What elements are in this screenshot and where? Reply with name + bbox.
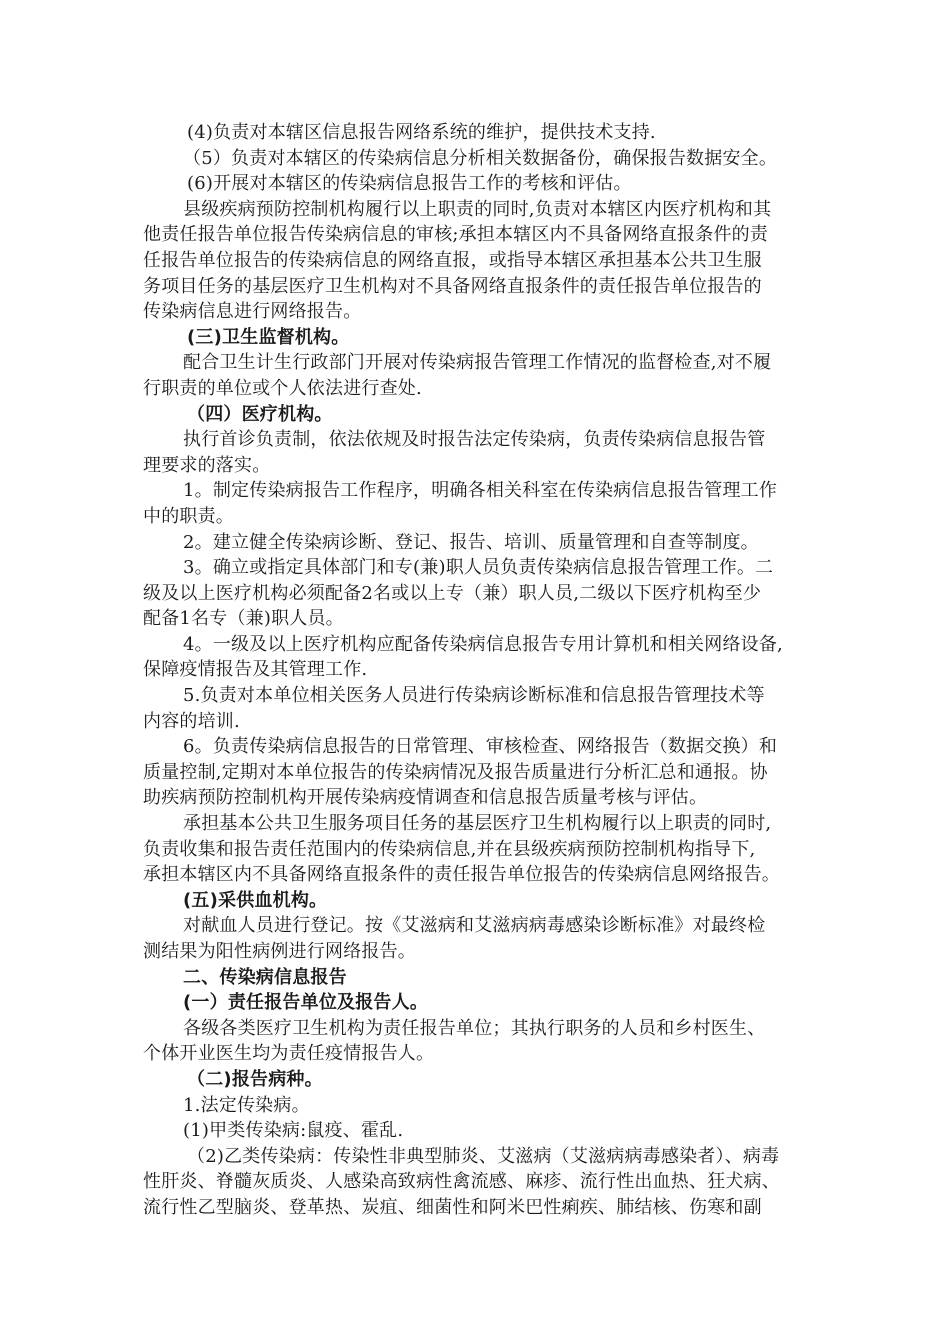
paragraph-line: (6)开展对本辖区的传染病信息报告工作的考核和评估。 (187, 173, 632, 195)
paragraph-line: 务项目任务的基层医疗卫生机构对不具备网络直报条件的责任报告单位报告的 (143, 275, 762, 297)
paragraph-line: 级及以上医疗机构必须配备2名或以上专（兼）职人员,二级以下医疗机构至少 (143, 582, 762, 604)
paragraph-line: 各级各类医疗卫生机构为责任报告单位；其执行职务的人员和乡村医生、 (183, 1017, 766, 1039)
paragraph-line: 他责任报告单位报告传染病信息的审核;承担本辖区内不具备网络直报条件的责 (143, 224, 769, 246)
paragraph-line: 保障疫情报告及其管理工作. (143, 659, 368, 681)
paragraph-line: 承担本辖区内不具备网络直报条件的责任报告单位报告的传染病信息网络报告。 (143, 864, 780, 886)
paragraph-line: 3。确立或指定具体部门和专(兼)职人员负责传染病信息报告管理工作。二 (183, 557, 774, 579)
paragraph-line: 1。制定传染病报告工作程序，明确各相关科室在传染病信息报告管理工作 (183, 480, 778, 502)
paragraph-line: 2。建立健全传染病诊断、登记、报告、培训、质量管理和自查等制度。 (183, 531, 759, 553)
section-heading: (一）责任报告单位及报告人。 (183, 992, 429, 1014)
paragraph-line: 测结果为阳性病例进行网络报告。 (143, 941, 416, 962)
section-heading: （四）医疗机构。 (187, 403, 333, 425)
paragraph-line: 传染病信息进行网络报告。 (143, 301, 362, 323)
paragraph-line: 执行首诊负责制，依法依规及时报告法定传染病，负责传染病信息报告管 (183, 429, 766, 451)
paragraph-line: 4。一级及以上医疗机构应配备传染病信息报告专用计算机和相关网络设备, (183, 633, 783, 655)
paragraph-line: 6。负责传染病信息报告的日常管理、审核检查、网络报告（数据交换）和 (183, 736, 778, 758)
paragraph-line: (1)甲类传染病:鼠疫、霍乱. (183, 1120, 404, 1142)
paragraph-line: 个体开业医生均为责任疫情报告人。 (143, 1043, 435, 1065)
section-heading: (三)卫生监督机构。 (187, 326, 350, 348)
paragraph-line: 县级疾病预防控制机构履行以上职责的同时,负责对本辖区内医疗机构和其 (183, 198, 772, 220)
paragraph-line: (4)负责对本辖区信息报告网络系统的维护，提供技术支持. (187, 122, 656, 143)
paragraph-line: 中的职责。 (143, 505, 234, 527)
paragraph-line: 行职责的单位或个人依法进行查处. (143, 377, 422, 399)
paragraph-line: 内容的培训. (143, 710, 240, 732)
section-heading: (五)采供血机构。 (183, 889, 328, 911)
paragraph-line: 流行性乙型脑炎、登革热、炭疽、细菌性和阿米巴性痢疾、肺结核、伤寒和副 (143, 1196, 762, 1218)
paragraph-line: 质量控制,定期对本单位报告的传染病情况及报告质量进行分析汇总和通报。协 (143, 761, 768, 783)
paragraph-line: 助疾病预防控制机构开展传染病疫情调查和信息报告质量考核与评估。 (143, 787, 708, 809)
paragraph-line: 配备1名专（兼)职人员。 (143, 608, 344, 630)
paragraph-line: 负责收集和报告责任范围内的传染病信息,并在县级疾病预防控制机构指导下, (143, 838, 756, 860)
section-heading: （二)报告病种。 (187, 1068, 323, 1090)
paragraph-line: （5）负责对本辖区的传染病信息分析相关数据备份，确保报告数据安全。 (183, 147, 778, 169)
paragraph-line: 理要求的落实。 (143, 454, 271, 476)
paragraph-line: 配合卫生计生行政部门开展对传染病报告管理工作情况的监督检查,对不履 (183, 352, 772, 374)
paragraph-line: 承担基本公共卫生服务项目任务的基层医疗卫生机构履行以上职责的同时, (183, 813, 772, 835)
paragraph-line: 性肝炎、脊髓灰质炎、人感染高致病性禽流感、麻疹、流行性出血热、狂犬病、 (143, 1171, 780, 1193)
paragraph-line: 任报告单位报告的传染病信息的网络直报，或指导本辖区承担基本公共卫生服 (143, 249, 762, 271)
paragraph-line: 1.法定传染病。 (183, 1094, 310, 1116)
paragraph-line: 5.负责对本单位相关医务人员进行传染病诊断标准和信息报告管理技术等 (183, 685, 765, 707)
paragraph-line: （2)乙类传染病：传染性非典型肺炎、艾滋病（艾滋病病毒感染者）、病毒 (187, 1145, 780, 1167)
paragraph-line: 对献血人员进行登记。按《艾滋病和艾滋病病毒感染诊断标准》对最终检 (183, 915, 766, 937)
document-body (143, 120, 815, 1221)
section-heading: 二、传染病信息报告 (183, 966, 347, 988)
